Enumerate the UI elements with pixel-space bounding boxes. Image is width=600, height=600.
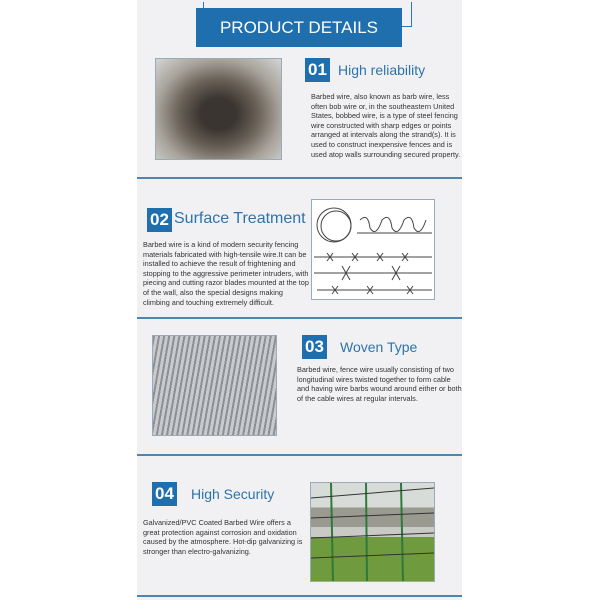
- barbed-wire-rolls-image: [152, 335, 277, 436]
- section-title: Surface Treatment: [174, 210, 306, 227]
- section-title: Woven Type: [340, 339, 418, 355]
- barbed-wire-types-diagram: [311, 199, 435, 300]
- divider: [137, 177, 462, 179]
- section-number-badge: 01: [305, 58, 330, 82]
- fence-installation-image: [310, 482, 435, 582]
- divider: [137, 317, 462, 319]
- divider: [137, 454, 462, 456]
- section-number-badge: 02: [147, 208, 172, 232]
- page-title: PRODUCT DETAILS: [196, 8, 402, 47]
- section-number-badge: 03: [302, 335, 327, 359]
- section-title: High Security: [191, 486, 275, 502]
- section-description: Barbed wire, fence wire usually consisting of two longitudinal wires twisted together to form cable and having wire barbs wound around either or both of the cable wires at regular intervals.: [297, 365, 462, 403]
- section-description: Barbed wire is a kind of modern security fencing materials fabricated with high-tensile wire.It can be installed to achieve the result of frightening and stopping to the aggressive perimeter intruders, with piecing and cutting razor blades mounted at the top of the wall, also the special designs making climbing and touching extremely difficult.: [143, 240, 309, 307]
- divider: [137, 595, 462, 597]
- section-title: High reliability: [338, 62, 426, 78]
- section-description: Galvanized/PVC Coated Barbed Wire offers a great protection against corrosion and oxidation caused by the atmosphere. Hot-dip galvanizing is stronger than electro-galvanizing.: [143, 518, 303, 556]
- section-description: Barbed wire, also known as barb wire, less often bob wire or, in the southeastern United States, bobbed wire, is a type of steel fencing wire constructed with sharp edges or points arranged at intervals along the strand(s). It is used to construct inexpensive fences and is used atop walls surrounding secured property.: [311, 92, 461, 159]
- barbed-wire-coil-image: [155, 58, 282, 160]
- section-number-badge: 04: [152, 482, 177, 506]
